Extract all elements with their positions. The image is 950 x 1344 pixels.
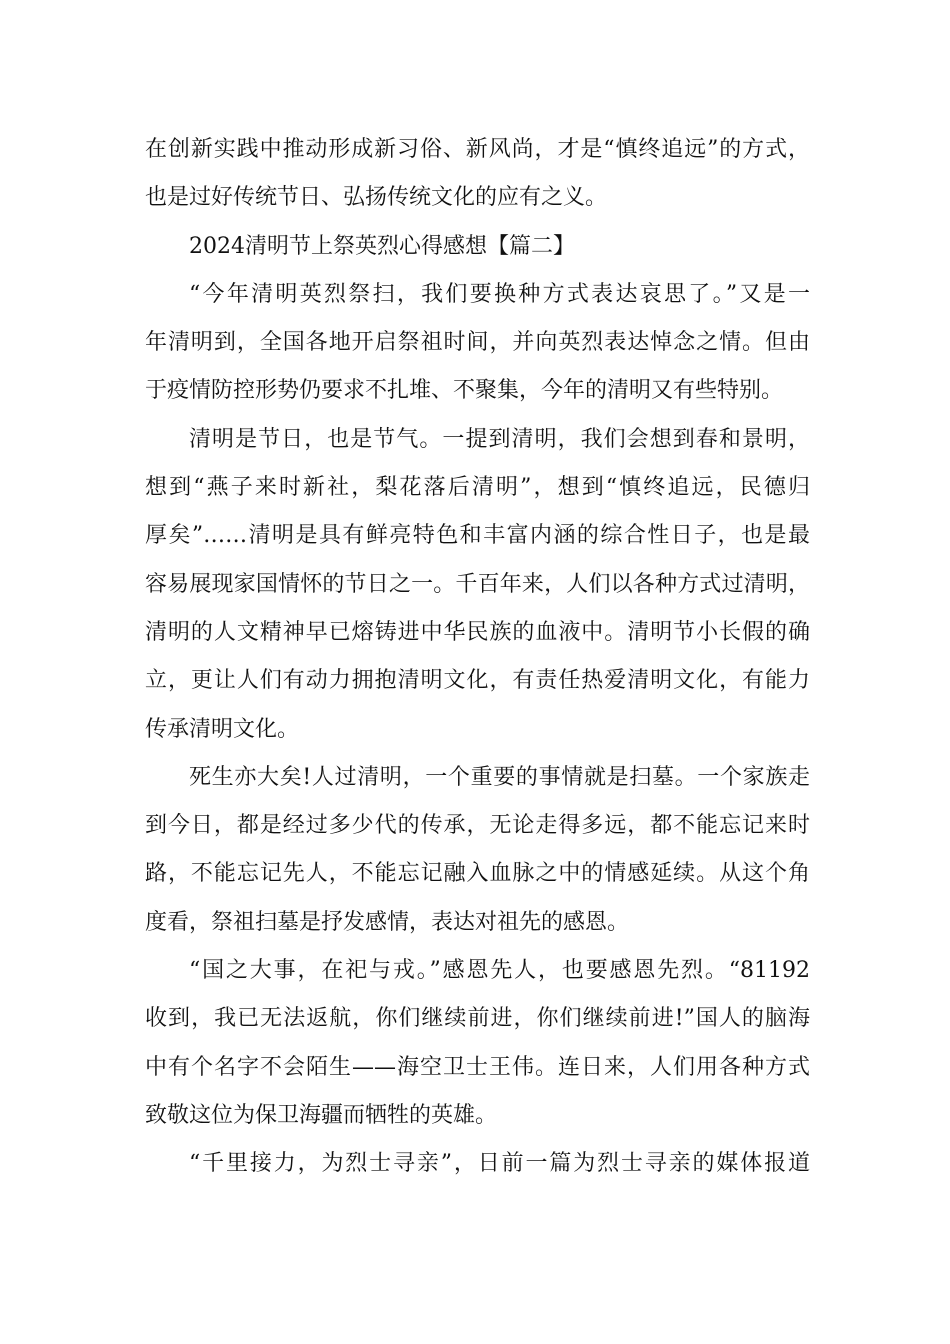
section-heading: 2024清明节上祭英烈心得感想【篇二】 bbox=[189, 233, 575, 259]
text-line: 到今日，都是经过多少代的传承，无论走得多远，都不能忘记来时 bbox=[145, 813, 810, 839]
text-line: 清明是节日，也是节气。一提到清明，我们会想到春和景明， bbox=[189, 426, 810, 452]
text-line: 中有个名字不会陌生——海空卫士王伟。连日来，人们用各种方式 bbox=[145, 1054, 810, 1080]
text-line: 容易展现家国情怀的节日之一。千百年来，人们以各种方式过清明， bbox=[145, 571, 810, 597]
text-line: 路，不能忘记先人，不能忘记融入血脉之中的情感延续。从这个角 bbox=[145, 861, 810, 887]
text-line: 收到，我已无法返航，你们继续前进，你们继续前进!”国人的脑海 bbox=[145, 1006, 810, 1032]
text-line: “国之大事，在祀与戎。”感恩先人，也要感恩先烈。“81192 bbox=[189, 958, 810, 984]
text-line: 于疫情防控形势仍要求不扎堆、不聚集，今年的清明又有些特别。 bbox=[145, 378, 784, 404]
text-line: 传承清明文化。 bbox=[145, 716, 300, 742]
text-line: 度看，祭祖扫墓是抒发感情，表达对祖先的感恩。 bbox=[145, 909, 630, 935]
text-line: 在创新实践中推动形成新习俗、新风尚，才是“慎终追远”的方式， bbox=[145, 137, 810, 162]
text-line: “千里接力，为烈士寻亲”，日前一篇为烈士寻亲的媒体报道 bbox=[189, 1151, 810, 1177]
document-body bbox=[145, 126, 810, 1189]
text-line: 也是过好传统节日、弘扬传统文化的应有之义。 bbox=[145, 185, 608, 211]
text-line: 清明的人文精神早已熔铸进中华民族的血液中。清明节小长假的确 bbox=[145, 619, 810, 645]
text-line: 厚矣”……清明是具有鲜亮特色和丰富内涵的综合性日子，也是最 bbox=[145, 523, 810, 549]
text-line: 立，更让人们有动力拥抱清明文化，有责任热爱清明文化，有能力 bbox=[145, 668, 810, 694]
text-line: 致敬这位为保卫海疆而牺牲的英雄。 bbox=[145, 1102, 498, 1128]
text-line: “今年清明英烈祭扫，我们要换种方式表达哀思了。”又是一 bbox=[189, 281, 810, 307]
text-line: 想到“燕子来时新社，梨花落后清明”，想到“慎终追远，民德归 bbox=[145, 475, 810, 501]
text-line: 年清明到，全国各地开启祭祖时间，并向英烈表达悼念之情。但由 bbox=[145, 330, 810, 356]
text-line: 死生亦大矣!人过清明，一个重要的事情就是扫墓。一个家族走 bbox=[189, 764, 810, 790]
